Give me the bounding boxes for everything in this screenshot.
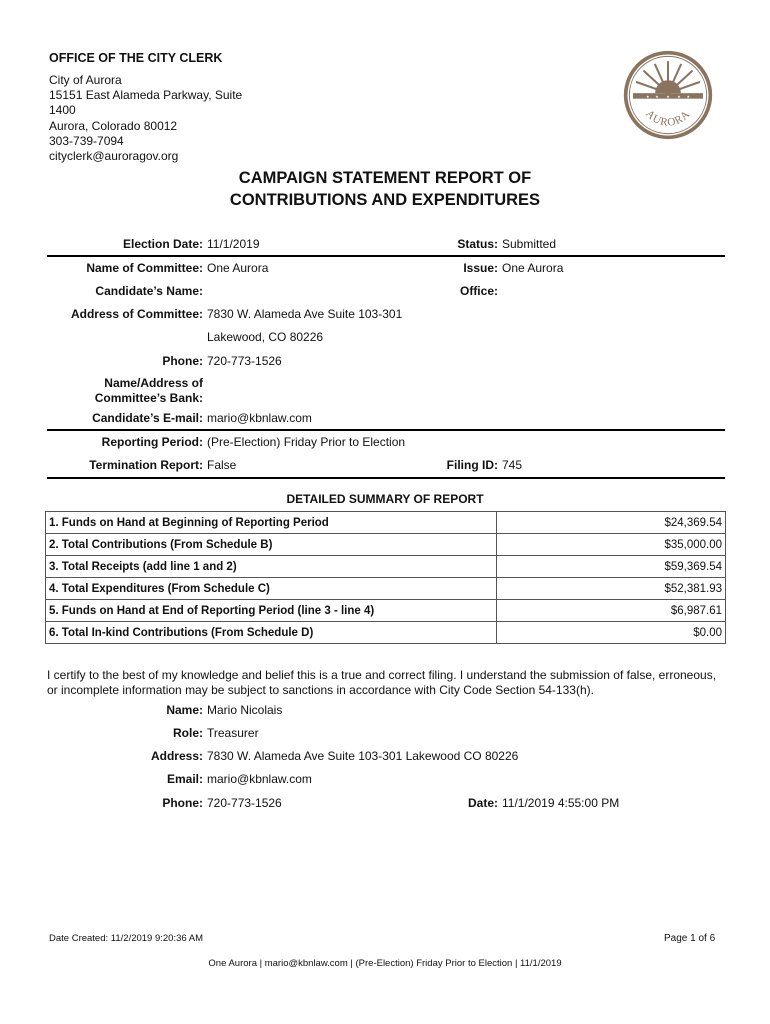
termination-value: False bbox=[207, 458, 237, 472]
date-created: Date Created: 11/2/2019 9:20:36 AM bbox=[49, 933, 204, 944]
signer-role-label: Role: bbox=[173, 726, 203, 740]
summary-label: 6. Total In-kind Contributions (From Schedule D) bbox=[46, 622, 497, 644]
svg-text:★: ★ bbox=[686, 94, 690, 99]
sign-date-value: 11/1/2019 4:55:00 PM bbox=[502, 796, 620, 810]
table-row bbox=[46, 578, 726, 600]
summary-heading: DETAILED SUMMARY OF REPORT bbox=[286, 492, 484, 506]
footer-summary: One Aurora | mario@kbnlaw.com | (Pre-Election) Friday Prior to Election | 11/1/2019 bbox=[208, 958, 562, 969]
bank-label bbox=[95, 376, 203, 406]
summary-label: 4. Total Expenditures (From Schedule C) bbox=[46, 578, 497, 600]
bank-label-line: Committee’s Bank: bbox=[94, 391, 203, 405]
seal-text: AURORA bbox=[643, 107, 693, 129]
signer-email-value[interactable]: mario@kbnlaw.com bbox=[207, 772, 312, 786]
svg-text:★: ★ bbox=[666, 94, 670, 99]
candidate-email-value[interactable]: mario@kbnlaw.com bbox=[207, 411, 312, 425]
phone-label: Phone: bbox=[162, 354, 203, 368]
office-label: Office: bbox=[459, 284, 498, 298]
table-row bbox=[46, 600, 726, 622]
office-address bbox=[49, 73, 269, 164]
table-row bbox=[46, 556, 726, 578]
table-row bbox=[46, 534, 726, 556]
report-title-line: CONTRIBUTIONS AND EXPENDITURES bbox=[229, 191, 541, 209]
committee-address-line2: Lakewood, CO 80226 bbox=[207, 330, 324, 344]
summary-label: 3. Total Receipts (add line 1 and 2) bbox=[46, 556, 497, 578]
candidate-email-label: Candidate’s E-mail: bbox=[92, 411, 203, 425]
table-row bbox=[46, 512, 726, 534]
summary-amount: $0.00 bbox=[497, 622, 726, 644]
status-value: Submitted bbox=[502, 237, 557, 251]
reporting-period-label: Reporting Period: bbox=[101, 435, 203, 449]
phone-value: 720-773-1526 bbox=[207, 354, 282, 368]
table-row bbox=[46, 622, 726, 644]
committee-address-line1: 7830 W. Alameda Ave Suite 103-301 bbox=[207, 307, 403, 321]
summary-table bbox=[45, 511, 726, 644]
email-link[interactable]: cityclerk@auroragov.org bbox=[49, 149, 179, 164]
election-date-label: Election Date: bbox=[122, 237, 203, 251]
address-line: City of Aurora bbox=[49, 73, 122, 87]
signer-phone-label: Phone: bbox=[162, 796, 203, 810]
signer-address-label: Address: bbox=[150, 749, 203, 763]
address-line: 303-739-7094 bbox=[49, 133, 124, 148]
svg-text:★: ★ bbox=[646, 94, 650, 99]
address-line: 1400 bbox=[49, 103, 76, 118]
signer-name-value: Mario Nicolais bbox=[207, 703, 283, 717]
report-title bbox=[0, 167, 770, 211]
sign-date-label: Date: bbox=[467, 796, 498, 810]
signer-role-value: Treasurer bbox=[207, 726, 259, 740]
summary-amount: $52,381.93 bbox=[497, 578, 726, 600]
termination-label: Termination Report: bbox=[89, 458, 203, 472]
address-line: 15151 East Alameda Parkway, Suite bbox=[49, 88, 243, 103]
filing-id-value: 745 bbox=[502, 458, 523, 472]
office-title: OFFICE OF THE CITY CLERK bbox=[49, 51, 223, 65]
signer-address-value: 7830 W. Alameda Ave Suite 103-301 Lakewood CO 80226 bbox=[207, 749, 519, 763]
divider bbox=[47, 429, 725, 431]
filing-id-label: Filing ID: bbox=[446, 458, 498, 472]
address-line: Aurora, Colorado 80012 bbox=[49, 118, 178, 133]
candidate-name-label: Candidate’s Name: bbox=[95, 284, 203, 298]
summary-amount: $24,369.54 bbox=[497, 512, 726, 534]
issue-label: Issue: bbox=[463, 261, 498, 275]
committee-name-value: One Aurora bbox=[207, 261, 269, 275]
signer-phone-value: 720-773-1526 bbox=[207, 796, 282, 810]
committee-name-label: Name of Committee: bbox=[86, 261, 203, 275]
signer-email-label: Email: bbox=[166, 772, 203, 786]
status-label: Status: bbox=[457, 237, 498, 251]
bank-label-line: Name/Address of bbox=[104, 376, 203, 390]
election-date-value: 11/1/2019 bbox=[207, 237, 260, 251]
signer-name-label: Name: bbox=[166, 703, 203, 717]
svg-text:★: ★ bbox=[655, 94, 659, 99]
divider bbox=[47, 477, 725, 479]
city-seal-logo bbox=[622, 49, 714, 141]
divider bbox=[47, 255, 725, 257]
summary-label: 1. Funds on Hand at Beginning of Reporting Period bbox=[46, 512, 497, 534]
committee-address-label: Address of Committee: bbox=[70, 307, 203, 321]
report-title-line: CAMPAIGN STATEMENT REPORT OF bbox=[238, 169, 532, 187]
summary-label: 5. Funds on Hand at End of Reporting Period (line 3 - line 4) bbox=[46, 600, 497, 622]
page-number: Page 1 of 6 bbox=[664, 933, 716, 944]
issue-value: One Aurora bbox=[502, 261, 564, 275]
certification-text: I certify to the best of my knowledge and belief this is a true and correct filing. I understand the submission of false, erroneous, or incomplete information may be subject to sanctions in accordance with City Code Section 54-133(h). bbox=[47, 668, 717, 697]
summary-amount: $59,369.54 bbox=[497, 556, 726, 578]
reporting-period-value: (Pre-Election) Friday Prior to Election bbox=[207, 435, 406, 449]
svg-text:★: ★ bbox=[677, 94, 681, 99]
summary-label: 2. Total Contributions (From Schedule B) bbox=[46, 534, 497, 556]
summary-amount: $6,987.61 bbox=[497, 600, 726, 622]
summary-amount: $35,000.00 bbox=[497, 534, 726, 556]
